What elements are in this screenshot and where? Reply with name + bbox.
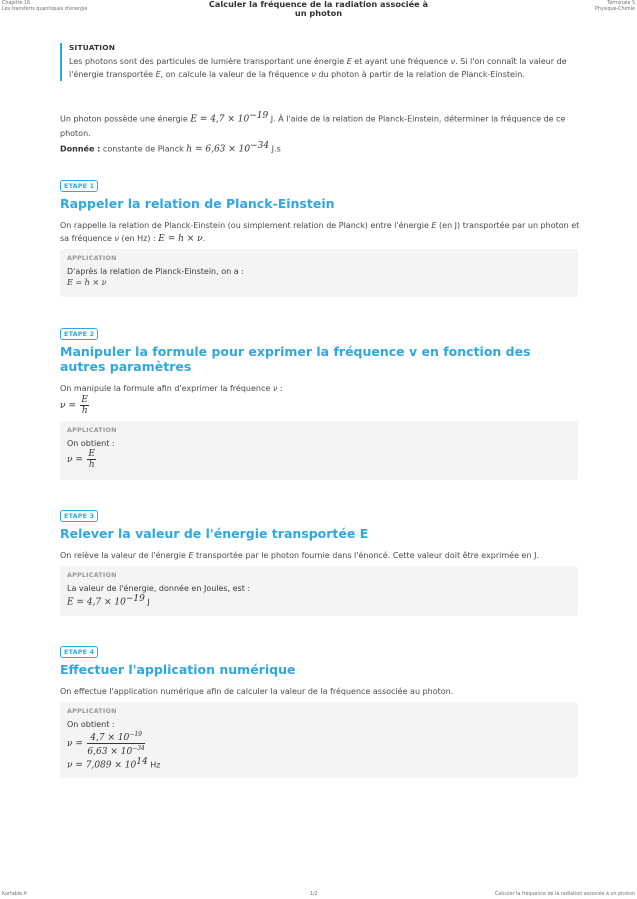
- application-result: $\nu = 7,089 \times 10^{14}$ Hz: [67, 757, 161, 771]
- class-level: Terminale S: [607, 1, 635, 6]
- application-formula: ν = $\frac{4,7 \times 10^{-19}}{6,63 \times 10^{-34}}$: [67, 731, 145, 757]
- application-label: APPLICATION: [67, 571, 117, 579]
- situation-box: [60, 43, 585, 81]
- application-formula: E = h × ν: [67, 278, 107, 287]
- step-4-text: On effectue l'application numérique afin de calculer la valeur de la fréquence associée au photon.: [60, 687, 454, 696]
- step-2-text: On manipule la formule afin d'exprimer la fréquence ν :: [60, 384, 283, 393]
- application-text: On obtient :: [67, 720, 115, 729]
- step-1-badge: ETAPE 1: [60, 180, 98, 192]
- page-title: [200, 0, 437, 19]
- header-chapter: [2, 1, 87, 12]
- chapter-number: Chapitre 16: [2, 1, 31, 6]
- step-1-title: Rappeler la relation de Planck-Einstein: [60, 196, 335, 211]
- exercise-statement: [60, 110, 580, 156]
- step-3-text: On relève la valeur de l'énergie E transportée par le photon fournie dans l'énoncé. Cette valeur doit être exprimée en J.: [60, 551, 539, 560]
- step-2-formula: ν = $\frac{E}{h}$: [60, 395, 88, 416]
- step-1-text: On rappelle la relation de Planck-Einstein (ou simplement relation de Planck) entre l'énergie E (en J) transportée par un photon et sa fréquence ν (en Hz) : E = h × ν.: [60, 221, 580, 244]
- step-4-badge: ETAPE 4: [60, 646, 98, 658]
- step-4-application: [60, 702, 578, 778]
- application-label: APPLICATION: [67, 707, 117, 715]
- donnee-line: Donnée : constante de Planck $h = 6,63 \times 10^{-34}$ J.s: [60, 140, 281, 155]
- step-3-badge: ETAPE 3: [60, 510, 98, 522]
- step-1-application: [60, 249, 578, 297]
- page-number: 1/2: [310, 892, 318, 897]
- step-4-title: Effectuer l'application numérique: [60, 662, 296, 677]
- chapter-title: Les transferts quantiques d'énergie: [2, 6, 88, 12]
- step-2-badge: ETAPE 2: [60, 328, 98, 340]
- subject: Physique-Chimie: [594, 6, 635, 12]
- situation-text: Les photons sont des particules de lumière transportant une énergie E et ayant une fréquence ν. Si l'on connaît la valeur de l'énergie transportée E, on calcule la valeur de la fréquence ν du photon à partir de la relation de Planck-Einstein.: [69, 57, 567, 79]
- situation-label: SITUATION: [69, 43, 116, 52]
- application-text: La valeur de l'énergie, donnée en Joules, est :: [67, 584, 251, 593]
- application-label: APPLICATION: [67, 426, 117, 434]
- application-formula: $E = 4,7 \times 10^{-19}$ J: [67, 594, 150, 608]
- header-level: [595, 1, 635, 12]
- page-title-line2: un photon: [294, 8, 343, 19]
- step-2-application: [60, 421, 578, 480]
- footer-site: Kartable.fr: [2, 892, 28, 897]
- step-2-title: Manipuler la formule pour exprimer la fréquence v en fonction des autres paramètres: [60, 344, 531, 374]
- page-title-line1: Calculer la fréquence de la radiation associée à: [208, 0, 429, 9]
- application-text: On obtient :: [67, 439, 115, 448]
- step-3-title: Relever la valeur de l'énergie transportée E: [60, 526, 369, 541]
- application-formula: ν = $\frac{E}{h}$: [67, 449, 95, 470]
- application-text: D'après la relation de Planck-Einstein, on a :: [67, 267, 244, 276]
- statement-text: Un photon possède une énergie $E = 4,7 \times 10^{-19}$ J. À l'aide de la relation de Planck-Einstein, déterminer la fréquence de ce photon.: [60, 111, 566, 138]
- step-3-application: [60, 566, 578, 616]
- application-label: APPLICATION: [67, 254, 117, 262]
- footer-title: Calculer la fréquence de la radiation associée à un photon: [494, 892, 635, 897]
